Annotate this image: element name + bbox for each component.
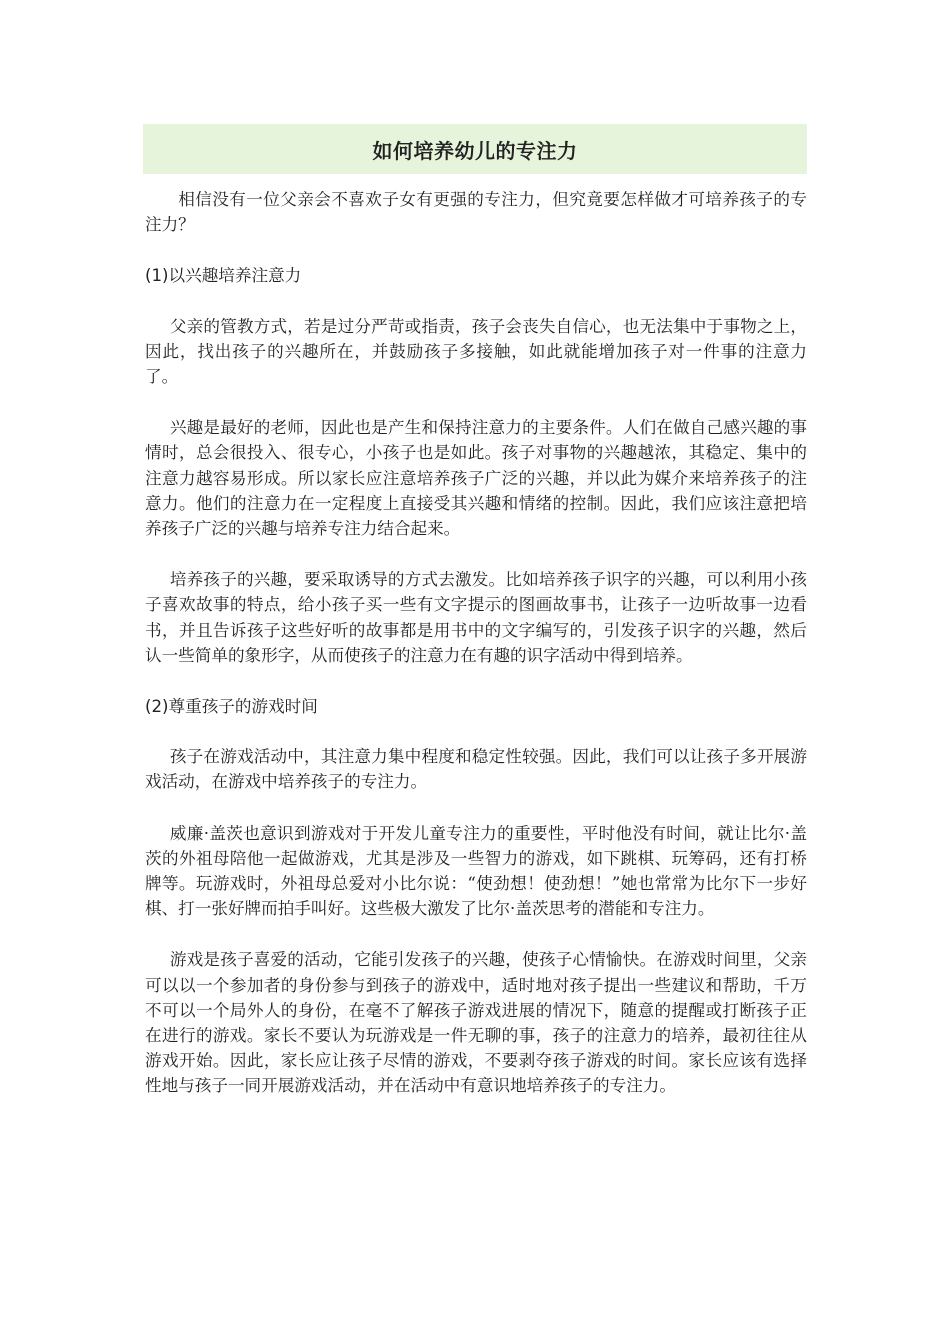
section2-paragraph: 孩子在游戏活动中，其注意力集中程度和稳定性较强。因此，我们可以让孩子多开展游戏活动，在游戏中培养孩子的专注力。 bbox=[145, 747, 807, 792]
section1-paragraph: 兴趣是最好的老师，因此也是产生和保持注意力的主要条件。人们在做自己感兴趣的事情时，总会很投入、很专心，小孩子也是如此。孩子对事物的兴趣越浓，其稳定、集中的注意力越容易形成。所以家长应注意培养孩子广泛的兴趣，并以此为媒介来培养孩子的注意力。他们的注意力在一定程度上直接受其兴趣和情绪的控制。因此，我们应该注意把培养孩子广泛的兴趣与培养专注力结合起来。 bbox=[145, 418, 807, 539]
title-banner bbox=[143, 124, 807, 174]
section1-paragraph: 父亲的管教方式，若是过分严苛或指责，孩子会丧失自信心，也无法集中于事物之上，因此，找出孩子的兴趣所在，并鼓励孩子多接触，如此就能增加孩子对一件事的注意力了。 bbox=[145, 316, 807, 387]
document-body bbox=[145, 187, 807, 1125]
section1-paragraph: 培养孩子的兴趣，要采取诱导的方式去激发。比如培养孩子识字的兴趣，可以利用小孩子喜欢故事的特点，给小孩子买一些有文字提示的图画故事书，让孩子一边听故事一边看书，并且告诉孩子这些好听的故事都是用书中的文字编写的，引发孩子识字的兴趣，然后认一些简单的象形字，从而使孩子的注意力在有趣的识字活动中得到培养。 bbox=[145, 570, 807, 665]
document-title: 如何培养幼儿的专注力 bbox=[372, 138, 578, 163]
section-heading-1: (1)以兴趣培养注意力 bbox=[145, 266, 302, 286]
section2-paragraph: 游戏是孩子喜爱的活动，它能引发孩子的兴趣，使孩子心情愉快。在游戏时间里，父亲可以以一个参加者的身份参与到孩子的游戏中，适时地对孩子提出一些建议和帮助，千万不可以一个局外人的身份，在毫不了解孩子游戏进展的情况下，随意的提醒或打断孩子正在进行的游戏。家长不要认为玩游戏是一件无聊的事，孩子的注意力的培养，最初往往从游戏开始。因此，家长应让孩子尽情的游戏，不要剥夺孩子游戏的时间。家长应该有选择性地与孩子一同开展游戏活动，并在活动中有意识地培养孩子的专注力。 bbox=[145, 950, 807, 1096]
section2-paragraph: 威廉·盖茨也意识到游戏对于开发儿童专注力的重要性，平时他没有时间，就让比尔·盖茨的外祖母陪他一起做游戏，尤其是涉及一些智力的游戏，如下跳棋、玩筹码，还有打桥牌等。玩游戏时，外祖母总爱对小比尔说：“使劲想！使劲想！”她也常常为比尔下一步好棋、打一张好牌而拍手叫好。这些极大激发了比尔·盖茨思考的潜能和专注力。 bbox=[145, 823, 807, 919]
section-heading-2: (2)尊重孩子的游戏时间 bbox=[145, 697, 318, 717]
intro-paragraph: 相信没有一位父亲会不喜欢子女有更强的专注力，但究竟要怎样做才可培养孩子的专注力？ bbox=[145, 190, 807, 235]
